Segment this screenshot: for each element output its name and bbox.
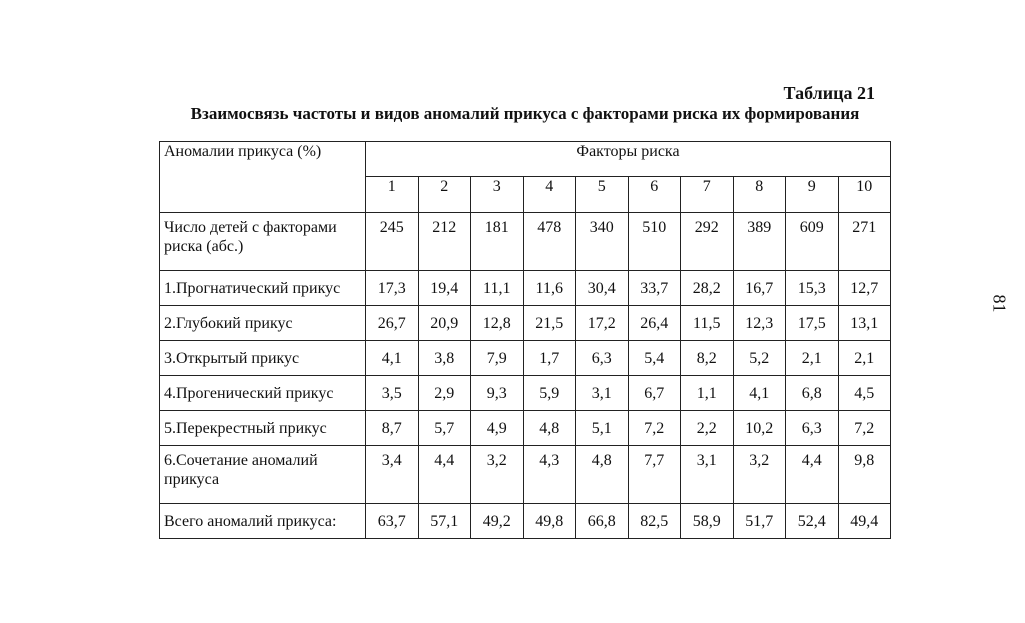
- table-cell: 57,1: [418, 504, 471, 539]
- table-cell: 8,7: [366, 411, 419, 446]
- table-row: [160, 411, 891, 446]
- table-cell: 13,1: [838, 306, 891, 341]
- table-cell: 12,3: [733, 306, 786, 341]
- table-cell: 5,7: [418, 411, 471, 446]
- table-cell: 3,2: [733, 446, 786, 504]
- table-cell: 17,3: [366, 271, 419, 306]
- page-number: 81: [989, 294, 1010, 313]
- table-cell: 7,7: [628, 446, 681, 504]
- table-cell: 292: [681, 213, 734, 271]
- table-cell: 4,3: [523, 446, 576, 504]
- factor-header: 5: [576, 177, 629, 213]
- row-label: 3.Открытый прикус: [160, 341, 366, 376]
- table-cell: 10,2: [733, 411, 786, 446]
- table-cell: 58,9: [681, 504, 734, 539]
- table-cell: 3,5: [366, 376, 419, 411]
- factor-header: 3: [471, 177, 524, 213]
- table-cell: 6,8: [786, 376, 839, 411]
- table-cell: 33,7: [628, 271, 681, 306]
- table-cell: 12,7: [838, 271, 891, 306]
- table-row: [160, 376, 891, 411]
- row-label: 5.Перекрестный прикус: [160, 411, 366, 446]
- table-cell: 20,9: [418, 306, 471, 341]
- table-label: Таблица 21: [783, 83, 875, 103]
- table-row: [160, 446, 891, 504]
- factor-header: 4: [523, 177, 576, 213]
- table-cell: 5,2: [733, 341, 786, 376]
- table-cell: 4,8: [576, 446, 629, 504]
- table-cell: 28,2: [681, 271, 734, 306]
- table-cell: 49,4: [838, 504, 891, 539]
- table-cell: 15,3: [786, 271, 839, 306]
- table-cell: 4,9: [471, 411, 524, 446]
- table-cell: 3,1: [681, 446, 734, 504]
- row-label: 1.Прогнатический прикус: [160, 271, 366, 306]
- factor-header: 8: [733, 177, 786, 213]
- table-cell: 63,7: [366, 504, 419, 539]
- table-cell: 340: [576, 213, 629, 271]
- data-table: [159, 141, 891, 539]
- table-cell: 181: [471, 213, 524, 271]
- table-cell: 4,4: [418, 446, 471, 504]
- table-cell: 9,8: [838, 446, 891, 504]
- table-cell: 7,2: [628, 411, 681, 446]
- table-cell: 12,8: [471, 306, 524, 341]
- factor-header: 6: [628, 177, 681, 213]
- row-label: Число детей с факторами риска (абс.): [160, 213, 366, 271]
- table-cell: 5,1: [576, 411, 629, 446]
- table-cell: 3,4: [366, 446, 419, 504]
- table-row: [160, 213, 891, 271]
- table-cell: 26,4: [628, 306, 681, 341]
- table-cell: 2,2: [681, 411, 734, 446]
- table-cell: 6,3: [576, 341, 629, 376]
- table-cell: 52,4: [786, 504, 839, 539]
- table-cell: 510: [628, 213, 681, 271]
- row-label: 4.Прогенический прикус: [160, 376, 366, 411]
- table-row: [160, 271, 891, 306]
- table-cell: 2,1: [786, 341, 839, 376]
- table-row: [160, 341, 891, 376]
- table-cell: 6,7: [628, 376, 681, 411]
- table-cell: 5,4: [628, 341, 681, 376]
- table-cell: 4,5: [838, 376, 891, 411]
- factor-header: 1: [366, 177, 419, 213]
- table-cell: 4,1: [366, 341, 419, 376]
- table-cell: 609: [786, 213, 839, 271]
- table-cell: 17,2: [576, 306, 629, 341]
- table-cell: 82,5: [628, 504, 681, 539]
- table-cell: 1,7: [523, 341, 576, 376]
- table-cell: 49,8: [523, 504, 576, 539]
- header-row-group: [160, 142, 891, 177]
- table-cell: 66,8: [576, 504, 629, 539]
- corner-header: Аномалии прикуса (%): [160, 142, 366, 213]
- table-cell: 6,3: [786, 411, 839, 446]
- table-cell: 11,1: [471, 271, 524, 306]
- table-row: [160, 306, 891, 341]
- row-label: 6.Сочетание аномалий прикуса: [160, 446, 366, 504]
- table-cell: 4,8: [523, 411, 576, 446]
- table-cell: 16,7: [733, 271, 786, 306]
- table-cell: 271: [838, 213, 891, 271]
- table-cell: 3,8: [418, 341, 471, 376]
- factor-header: 2: [418, 177, 471, 213]
- group-header: Факторы риска: [366, 142, 891, 177]
- table-cell: 478: [523, 213, 576, 271]
- table-cell: 19,4: [418, 271, 471, 306]
- table-cell: 51,7: [733, 504, 786, 539]
- table-cell: 4,4: [786, 446, 839, 504]
- factor-header: 10: [838, 177, 891, 213]
- table-cell: 212: [418, 213, 471, 271]
- table-cell: 17,5: [786, 306, 839, 341]
- table-cell: 9,3: [471, 376, 524, 411]
- factor-header: 9: [786, 177, 839, 213]
- table-caption: Взаимосвязь частоты и видов аномалий прикуса с факторами риска их формирования: [190, 104, 860, 123]
- table-cell: 3,2: [471, 446, 524, 504]
- table-cell: 2,1: [838, 341, 891, 376]
- table-cell: 5,9: [523, 376, 576, 411]
- table-cell: 30,4: [576, 271, 629, 306]
- table-cell: 245: [366, 213, 419, 271]
- table-cell: 4,1: [733, 376, 786, 411]
- table-cell: 8,2: [681, 341, 734, 376]
- table-cell: 389: [733, 213, 786, 271]
- table-cell: 21,5: [523, 306, 576, 341]
- table-cell: 7,9: [471, 341, 524, 376]
- table-cell: 2,9: [418, 376, 471, 411]
- factor-header: 7: [681, 177, 734, 213]
- table-cell: 49,2: [471, 504, 524, 539]
- table-cell: 26,7: [366, 306, 419, 341]
- table-row: [160, 504, 891, 539]
- table-cell: 1,1: [681, 376, 734, 411]
- table-cell: 3,1: [576, 376, 629, 411]
- table-cell: 7,2: [838, 411, 891, 446]
- row-label: 2.Глубокий прикус: [160, 306, 366, 341]
- table-cell: 11,5: [681, 306, 734, 341]
- table-cell: 11,6: [523, 271, 576, 306]
- row-label: Всего аномалий прикуса:: [160, 504, 366, 539]
